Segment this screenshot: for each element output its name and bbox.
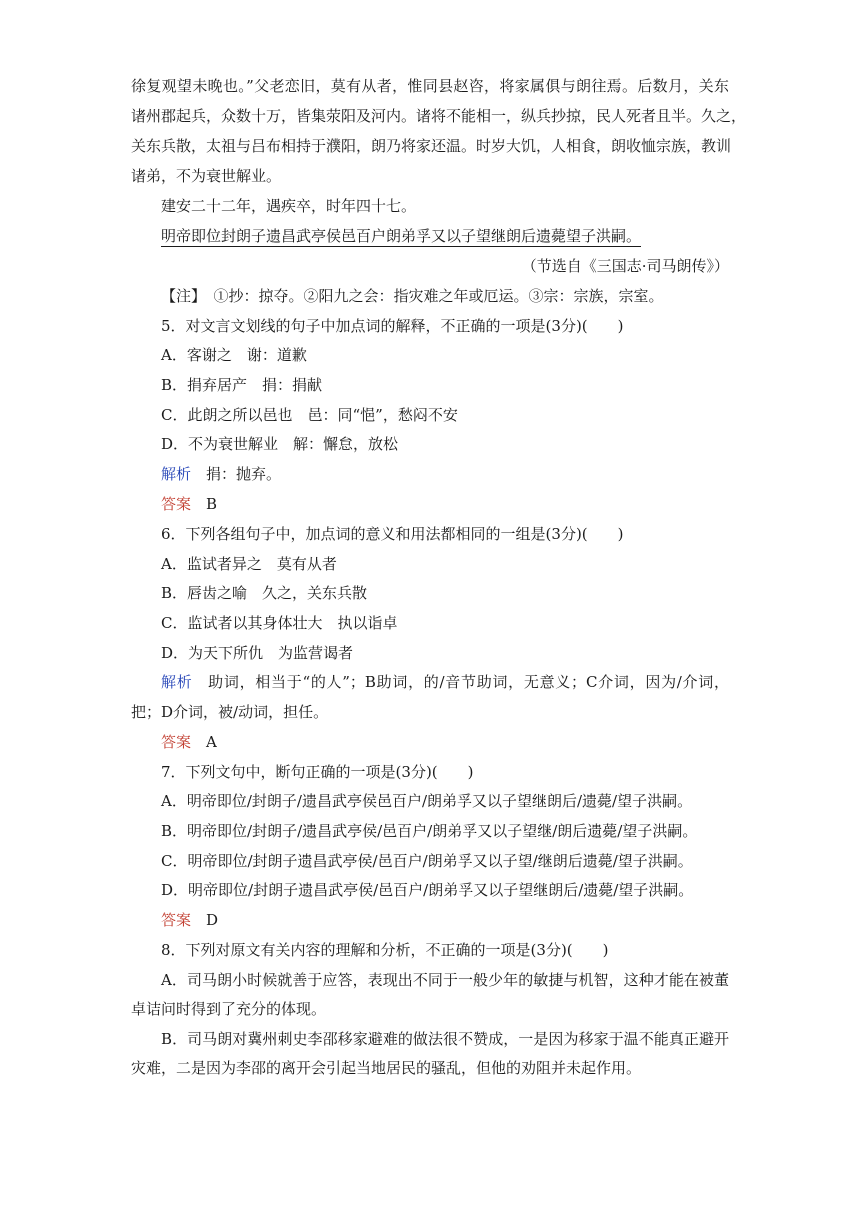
- question-5-option-c: C．此朗之所以邑也 邑：同“悒”，愁闷不安: [161, 406, 458, 424]
- question-6-option-d: D．为天下所仇 为监营谒者: [161, 644, 354, 662]
- analysis-text: 助词，相当于“的人”；B助词，的/音节助词，无意义；C介词，因为/介词，: [192, 673, 729, 691]
- passage-line: 徐复观望未晚也。”父老恋旧，莫有从者，惟同县赵咨，将家属俱与朗往焉。后数月，关东: [131, 77, 729, 95]
- question-8-option-b-cont: 灾难，二是因为李邵的离开会引起当地居民的骚乱，但他的劝阻并未起作用。: [131, 1059, 642, 1077]
- question-8-stem: 8．下列对原文有关内容的理解和分析，不正确的一项是(3分)( ): [161, 941, 609, 959]
- question-8-option-a-cont: 卓诘问时得到了充分的体现。: [131, 1000, 327, 1018]
- question-8-option-b: B．司马朗对冀州刺史李邵移家避难的做法很不赞成，一是因为移家于温不能真正避开: [161, 1030, 729, 1048]
- passage-line: 建安二十二年，遇疾卒，时年四十七。: [161, 197, 417, 215]
- analysis-label: 解析: [161, 673, 193, 691]
- passage-line: 诸弟，不为衰世解业。: [131, 167, 282, 185]
- answer-text: D: [191, 911, 219, 929]
- question-6-option-a: A．监试者异之 莫有从者: [161, 555, 337, 573]
- answer-label: 答案: [161, 495, 192, 513]
- underlined-text: 明帝即位封朗子遗昌武亭侯邑百户朗弟孚又以子望继朗后遗薨望子洪嗣。: [161, 227, 642, 245]
- question-6-option-c: C．监试者以其身体壮大 执以诣卓: [161, 614, 398, 632]
- question-7-option-b: B．明帝即位/封朗子/遗昌武亭侯/邑百户/朗弟孚又以子望继/朗后遗薨/望子洪嗣。: [161, 822, 698, 840]
- question-7-option-c: C．明帝即位/封朗子遗昌武亭侯/邑百户/朗弟孚又以子望/继朗后遗薨/望子洪嗣。: [161, 852, 693, 870]
- underlined-sentence: [161, 226, 641, 246]
- source-citation: （节选自《三国志·司马朗传》）: [521, 257, 729, 275]
- analysis-label: 解析: [161, 465, 192, 483]
- answer-label: 答案: [161, 733, 192, 751]
- question-5-analysis: [161, 464, 281, 484]
- analysis-text: 捐：抛弃。: [191, 465, 282, 483]
- question-7-answer: [161, 910, 218, 930]
- note: 【注】 ①抄：掠夺。②阳九之会：指灾难之年或厄运。③宗：宗族，宗室。: [161, 287, 664, 305]
- answer-text: B: [191, 495, 218, 513]
- question-5-answer: [161, 494, 217, 514]
- question-5-stem: 5．对文言文划线的句子中加点词的解释，不正确的一项是(3分)( ): [161, 317, 624, 335]
- question-5-option-b: B．捐弃居产 捐：捐献: [161, 376, 323, 394]
- question-6-option-b: B．唇齿之喻 久之，关东兵散: [161, 584, 368, 602]
- answer-label: 答案: [161, 911, 192, 929]
- question-6-analysis: [161, 672, 729, 692]
- question-5-option-a: A．客谢之 谢：道歉: [161, 346, 307, 364]
- passage-line: 关东兵散，太祖与吕布相持于濮阳，朗乃将家还温。时岁大饥，人相食，朗收恤宗族，教训: [131, 137, 732, 155]
- question-8-option-a: A．司马朗小时候就善于应答，表现出不同于一般少年的敏捷与机智，这种才能在被董: [161, 971, 729, 989]
- question-7-option-a: A．明帝即位/封朗子/遗昌武亭侯邑百户/朗弟孚又以子望继朗后/遗薨/望子洪嗣。: [161, 792, 693, 810]
- question-7-option-d: D．明帝即位/封朗子遗昌武亭侯/邑百户/朗弟孚又以子望继朗后/遗薨/望子洪嗣。: [161, 881, 694, 899]
- question-7-stem: 7．下列文句中，断句正确的一项是(3分)( ): [161, 763, 474, 781]
- question-6-stem: 6．下列各组句子中，加点词的意义和用法都相同的一组是(3分)( ): [161, 525, 624, 543]
- question-5-option-d: D．不为衰世解业 解：懈怠，放松: [161, 435, 399, 453]
- answer-text: A: [191, 733, 217, 751]
- question-6-answer: [161, 732, 217, 752]
- question-6-analysis-cont: 把；D介词，被/动词，担任。: [131, 703, 329, 721]
- passage-line: 诸州郡起兵，众数十万，皆集荥阳及河内。诸将不能相一，纵兵抄掠，民人死者且半。久之，: [131, 107, 747, 125]
